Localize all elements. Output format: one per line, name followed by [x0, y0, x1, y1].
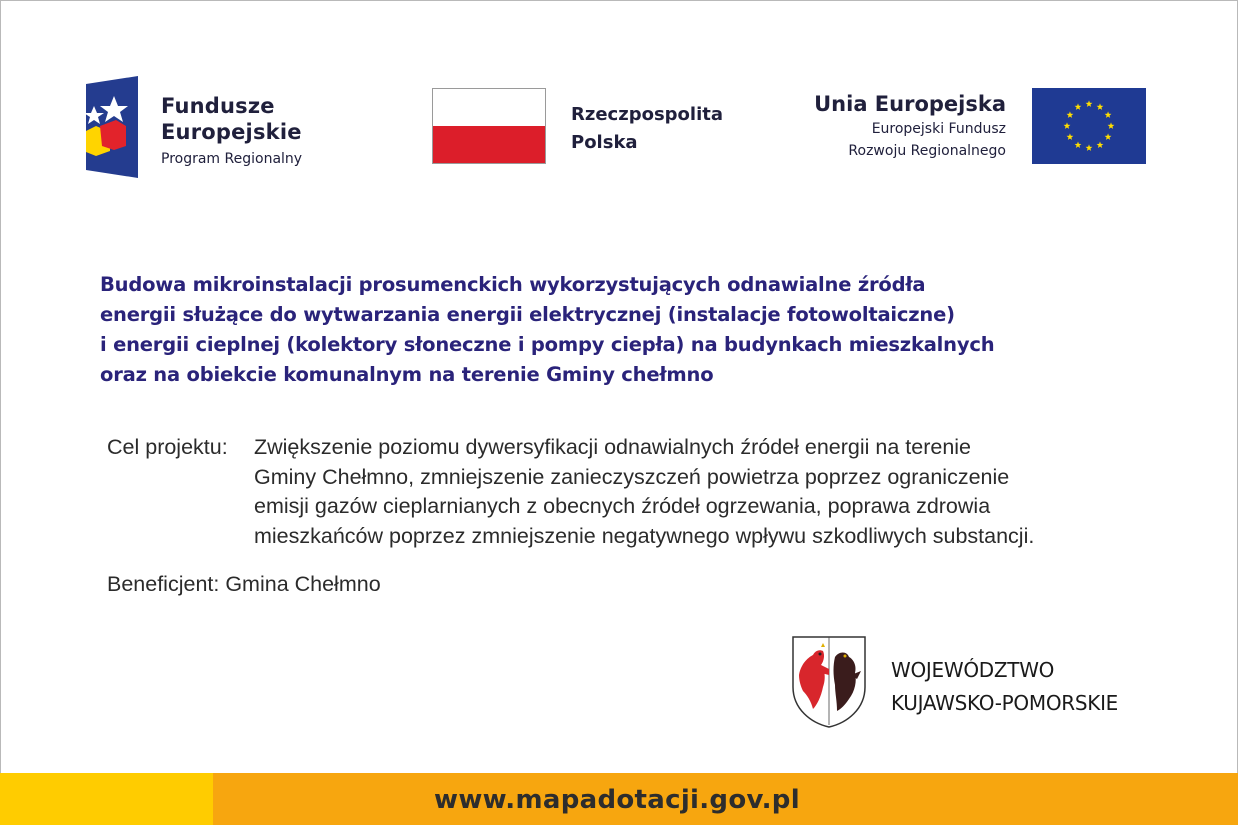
- pl-line1: Rzeczpospolita: [571, 104, 723, 125]
- title-line-4: oraz na obiekcie komunalnym na terenie Gminy chełmno: [100, 363, 714, 386]
- region-line2: KUJAWSKO-POMORSKIE: [891, 691, 1119, 715]
- beneficiary-text: Beneficjent: Gmina Chełmno: [107, 572, 381, 596]
- fundusze-europejskie-text: [161, 93, 302, 168]
- fe-line2: Europejskie: [161, 120, 302, 144]
- fundusze-europejskie-stars-logo: [86, 76, 138, 178]
- pl-line2: Polska: [571, 132, 638, 153]
- unia-europejska-text: [814, 90, 1006, 162]
- title-line-3: i energii cieplnej (kolektory słoneczne i pompy ciepła) na budynkach mieszkalnych: [100, 333, 995, 356]
- eu-title: Unia Europejska: [814, 92, 1006, 116]
- region-line1: WOJEWÓDZTWO: [891, 658, 1055, 682]
- eu-flag-icon: [1032, 88, 1146, 164]
- fe-line3: Program Regionalny: [161, 151, 303, 167]
- goal-line-4: mieszkańców poprzez zmniejszenie negatywnego wpływu szkodliwych substancji.: [254, 523, 1035, 548]
- region-name: [891, 654, 1118, 720]
- title-line-1: Budowa mikroinstalacji prosumenckich wykorzystujących odnawialne źródła: [100, 273, 926, 296]
- footer-url: www.mapadotacji.gov.pl: [434, 785, 800, 815]
- goal-line-1: Zwiększenie poziomu dywersyfikacji odnawialnych źródeł energii na terenie: [254, 435, 972, 459]
- goal-line-3: emisji gazów cieplarnianych z obecnych źródeł ogrzewania, poprawa zdrowia: [254, 494, 991, 518]
- poland-flag-icon: [432, 88, 546, 164]
- fe-line1: Fundusze: [161, 94, 275, 118]
- goal-line-2: Gminy Chełmno, zmniejszenie zanieczyszczeń powietrza poprzez ograniczenie: [254, 464, 1010, 489]
- eu-sub2: Rozwoju Regionalnego: [848, 143, 1006, 159]
- project-title: [100, 270, 1160, 390]
- rzeczpospolita-polska-text: [571, 101, 723, 157]
- footer-yellow-band: [0, 773, 213, 825]
- project-goal-label: Cel projektu:: [107, 435, 228, 459]
- kujawsko-pomorskie-crest-icon: [791, 635, 867, 729]
- eu-sub1: Europejski Fundusz: [871, 121, 1006, 137]
- title-line-2: energii służące do wytwarzania energii elektrycznej (instalacje fotowoltaiczne): [100, 303, 955, 326]
- project-goal-body: [254, 433, 1034, 551]
